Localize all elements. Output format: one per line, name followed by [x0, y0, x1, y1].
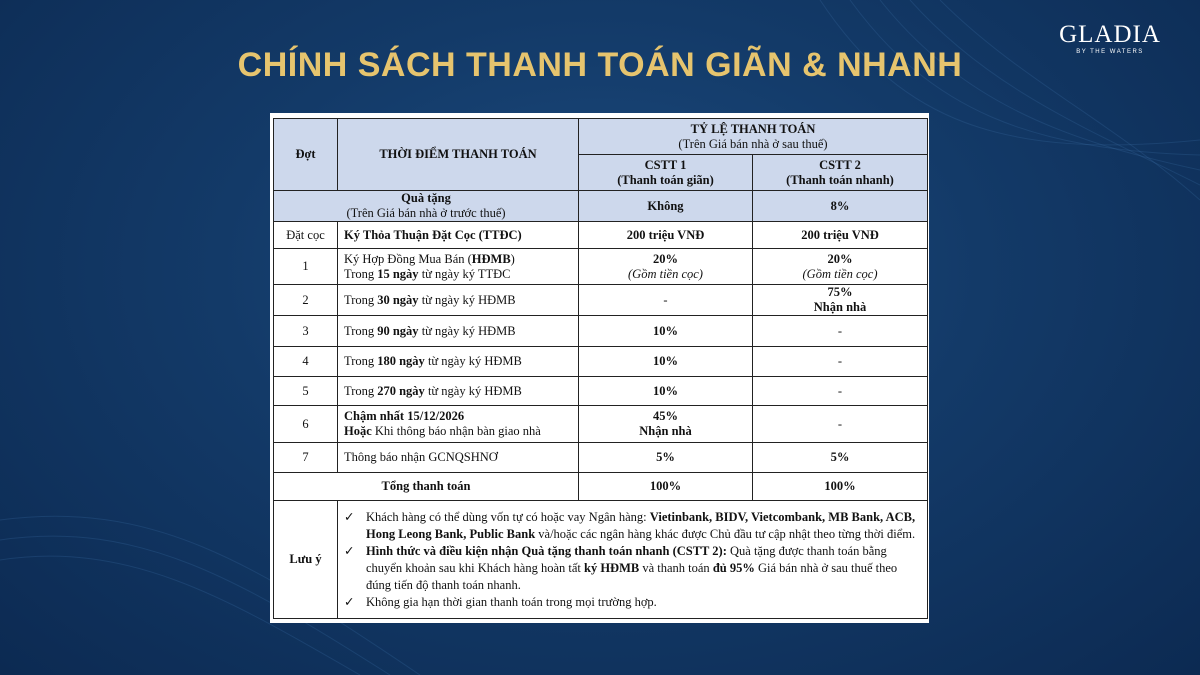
row1-desc	[338, 249, 579, 285]
plan2-desc: (Thanh toán nhanh)	[786, 172, 894, 187]
row4-plan1: 10%	[579, 347, 753, 377]
row2-post: từ ngày ký HĐMB	[418, 292, 516, 307]
row5-dot: 5	[274, 377, 338, 406]
row4-plan2: -	[753, 347, 928, 377]
row2-plan2-value: 75%	[827, 285, 853, 299]
row1-plan1-value: 20%	[653, 251, 678, 266]
row6-desc	[338, 406, 579, 443]
deposit-desc: Ký Thỏa Thuận Đặt Cọc (TTĐC)	[338, 222, 579, 249]
brand-name: GLADIA	[1059, 21, 1161, 48]
row5-pre: Trong	[344, 383, 378, 398]
header-payment-ratio	[579, 119, 928, 155]
table-header-row	[274, 119, 928, 155]
row6-plan1-value: 45%	[653, 409, 678, 423]
row4-bold: 180 ngày	[377, 354, 425, 368]
header-payment-time: THỜI ĐIỂM THANH TOÁN	[338, 119, 579, 191]
row6-dot: 6	[274, 406, 338, 443]
table-row-5	[274, 377, 928, 406]
row1-plan2-value: 20%	[827, 251, 853, 266]
row5-plan2: -	[753, 377, 928, 406]
note2-d: đủ 95%	[712, 560, 755, 575]
check-icon: ✓	[344, 543, 355, 558]
notes-content	[338, 501, 928, 619]
row3-post: từ ngày ký HĐMB	[418, 323, 516, 338]
note3-text: Không gia hạn thời gian thanh toán trong mọi trường hợp.	[366, 594, 657, 609]
row4-pre: Trong	[344, 354, 378, 368]
row4-dot: 4	[274, 347, 338, 377]
header-ratio-subtitle: (Trên Giá bán nhà ở sau thuế)	[678, 136, 828, 151]
row2-dot: 2	[274, 285, 338, 316]
row1-l1-pre: Ký Hợp Đồng Mua Bán (	[344, 251, 472, 266]
table-row-4	[274, 347, 928, 377]
gift-sub: (Trên Giá bán nhà ở trước thuế)	[346, 206, 506, 220]
table-row-2	[274, 285, 928, 316]
row3-plan1: 10%	[579, 316, 753, 347]
row6-plan1-note: Nhận nhà	[639, 424, 692, 438]
plan2-name: CSTT 2	[819, 157, 861, 172]
row6-l1: Chậm nhất 15/12/2026	[344, 409, 465, 423]
note2-a: Quà tặng được thanh toán bằng chuyển khoản sau khi Khách hàng hoàn tất	[366, 543, 887, 575]
payment-policy-table-card	[270, 113, 929, 623]
note2-b: ký HĐMB	[584, 560, 640, 575]
gift-plan1: Không	[579, 191, 753, 222]
table-row-1	[274, 249, 928, 285]
row6-l2-post: Khi thông báo nhận bàn giao nhà	[371, 424, 541, 438]
table-row-total	[274, 473, 928, 501]
header-plan1	[579, 155, 753, 191]
row5-bold: 270 ngày	[377, 383, 425, 398]
row2-desc	[338, 285, 579, 316]
row7-dot: 7	[274, 443, 338, 473]
deposit-plan2: 200 triệu VNĐ	[753, 222, 928, 249]
total-plan2: 100%	[753, 473, 928, 501]
row6-plan2: -	[753, 406, 928, 443]
deposit-dot: Đặt cọc	[274, 222, 338, 249]
row2-plan1: -	[579, 285, 753, 316]
row6-l2-bold: Hoặc	[344, 424, 372, 438]
note-item-banks	[344, 509, 921, 543]
header-ratio-title: TỶ LỆ THANH TOÁN	[690, 121, 816, 136]
table-row-deposit	[274, 222, 928, 249]
row2-plan2-note: Nhận nhà	[813, 300, 867, 314]
row5-post: từ ngày ký HĐMB	[424, 383, 522, 398]
table-row-notes	[274, 501, 928, 619]
gift-label: Quà tặng	[401, 191, 451, 205]
gift-row	[274, 191, 928, 222]
row3-dot: 3	[274, 316, 338, 347]
row1-dot: 1	[274, 249, 338, 285]
table-row-3	[274, 316, 928, 347]
brand-tagline: BY THE WATERS	[1076, 49, 1144, 55]
table-row-6	[274, 406, 928, 443]
row1-l2-bold: 15 ngày	[377, 266, 419, 281]
row4-post: từ ngày ký HĐMB	[424, 354, 522, 368]
check-icon: ✓	[344, 594, 355, 609]
payment-policy-table	[273, 118, 928, 619]
page-title: CHÍNH SÁCH THANH TOÁN GIÃN & NHANH	[237, 46, 963, 84]
row1-plan1-note: (Gồm tiền cọc)	[628, 266, 703, 281]
row2-plan2	[753, 285, 928, 316]
table-row-7	[274, 443, 928, 473]
row3-bold: 90 ngày	[377, 323, 419, 338]
note1-post: và/hoặc các ngân hàng khác được Chủ đầu tư cập nhật theo từng thời điểm.	[535, 526, 916, 541]
row3-plan2: -	[753, 316, 928, 347]
note2-e: Giá bán nhà ở sau thuế theo đúng tiến độ thanh toán nhanh.	[366, 560, 898, 592]
row1-l2-post: từ ngày ký TTĐC	[418, 266, 511, 281]
row4-desc	[338, 347, 579, 377]
row7-plan1: 5%	[579, 443, 753, 473]
row1-l1-bold: HĐMB	[471, 251, 511, 266]
row6-plan1	[579, 406, 753, 443]
row5-plan1: 10%	[579, 377, 753, 406]
row2-bold: 30 ngày	[377, 292, 419, 307]
row3-pre: Trong	[344, 323, 378, 338]
gift-label-cell	[274, 191, 579, 222]
row1-plan2	[753, 249, 928, 285]
note1-banks: Vietinbank, BIDV, Vietcombank, MB Bank, ACB, Hong Leong Bank, Public Bank	[366, 509, 916, 541]
plan1-desc: (Thanh toán giãn)	[617, 172, 714, 187]
row2-pre: Trong	[344, 292, 378, 307]
check-icon: ✓	[344, 509, 355, 524]
row7-desc: Thông báo nhận GCNQSHNƠ	[338, 443, 579, 473]
row1-l1-post: )	[510, 251, 515, 266]
note-item-gift-conditions	[344, 543, 921, 594]
row5-desc	[338, 377, 579, 406]
notes-label: Lưu ý	[274, 501, 338, 619]
row7-plan2: 5%	[753, 443, 928, 473]
header-plan2	[753, 155, 928, 191]
note2-c: và thanh toán	[639, 560, 713, 575]
plan1-name: CSTT 1	[644, 157, 687, 172]
gift-plan2: 8%	[753, 191, 928, 222]
note-item-no-extension	[344, 594, 921, 611]
row1-l2-pre: Trong	[344, 266, 378, 281]
note2-title: Hình thức và điều kiện nhận Quà tặng thanh toán nhanh (CSTT 2):	[366, 543, 727, 558]
header-dot: Đợt	[274, 119, 338, 191]
total-plan1: 100%	[579, 473, 753, 501]
deposit-plan1: 200 triệu VNĐ	[579, 222, 753, 249]
total-label: Tổng thanh toán	[274, 473, 579, 501]
row1-plan1	[579, 249, 753, 285]
row3-desc	[338, 316, 579, 347]
row1-plan2-note: (Gồm tiền cọc)	[802, 266, 878, 281]
note1-pre: Khách hàng có thể dùng vốn tự có hoặc vay Ngân hàng:	[366, 509, 650, 524]
